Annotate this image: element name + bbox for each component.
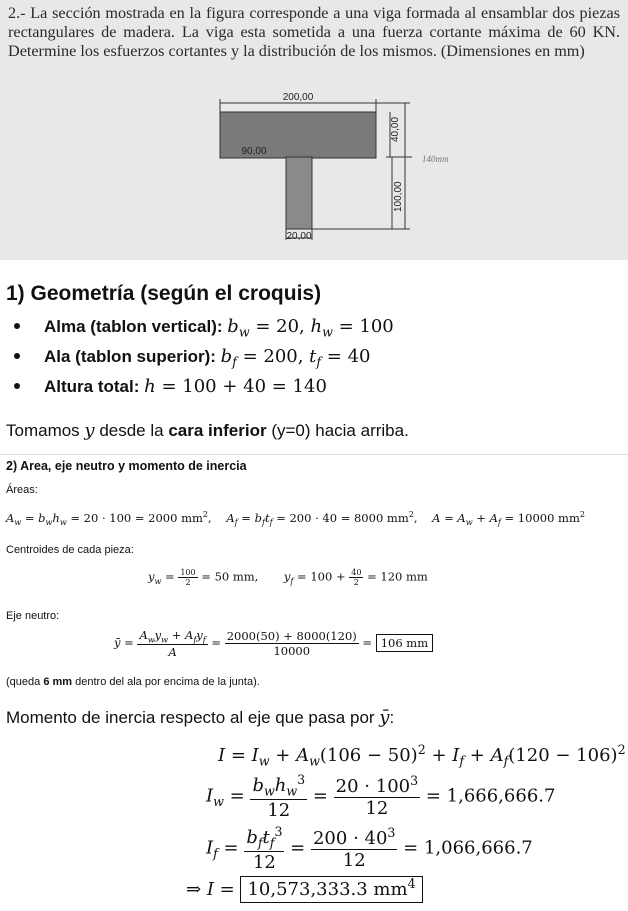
item-label: Altura total: — [44, 377, 140, 396]
t-section-figure — [0, 0, 628, 260]
y-origin-note: Tomamos y desde la cara inferior (y=0) hacia arriba. — [6, 420, 409, 441]
list-item-flange: Ala (tablon superior): $b_f = 200$, $t_f = 40$ — [14, 346, 371, 370]
neutral-axis-equation: ȳ = $\frac{A_wy_w + A_fy_f}{A}$ = $\frac{2000(50) + 8000(120)}{10000}$ = 106 mm — [114, 628, 433, 659]
areas-equation: $A_w = b_wh_w = 20 \cdot 100 = 2000$ $mm^2$, $A_f = b_ft_f = 200 \cdot 40 = 8000$ $mm^2$, $A = A_w + A_f = 10000$ $mm^2$ — [6, 510, 585, 528]
junction-note: (queda 6 mm dentro del ala por encima de la junta). — [6, 676, 260, 688]
inertia-result: ⇒ I = 10,573,333.3 $mm^4$ — [186, 876, 423, 900]
neutral-axis-label: Eje neutro: — [6, 610, 60, 622]
list-item-web: Alma (tablon vertical): $b_w = 20$, $h_w = 100$ — [14, 316, 394, 340]
problem-statement-image — [0, 0, 628, 260]
item-label: Alma (tablon vertical): — [44, 317, 223, 336]
centroids-label: Centroides de cada pieza: — [6, 544, 134, 556]
section2-title: 2) Area, eje neutro y momento de inercia — [6, 459, 247, 473]
inertia-result-value: 10,573,333.3 mm — [247, 879, 408, 900]
areas-label: Áreas: — [6, 484, 38, 496]
dim-web-width: 20,00 — [286, 231, 312, 242]
Iw-equation: $I_w$ = $\frac{b_wh_w^3}{12}$ = $\frac{20 \cdot 100^3}{12}$ = 1,666,666.7 — [206, 772, 556, 821]
ybar-result: 106 mm — [376, 634, 433, 652]
section1-title: 1) Geometría (según el croquis) — [6, 282, 322, 305]
list-item-height: Altura total: h = 100 + 40 = 140 — [14, 376, 327, 397]
dim-web-height: 100,00 — [393, 181, 404, 212]
If-equation: $I_f$ = $\frac{b_ft_f^3}{12}$ = $\frac{200 \cdot 40^3}{12}$ = 1,066,666.7 — [206, 824, 533, 873]
inertia-heading: Momento de inercia respecto al eje que pasa por ȳ: — [6, 707, 395, 728]
problem-text: 2.- La sección mostrada en la figura corresponde a una viga formada al ensamblar dos piezas rectangulares de madera. La viga esta sometida a una fuerza cortante máxima de 60 KN. Determine los esfuerzos cortantes y la distribución de los mismos. (Dimensiones en mm) — [8, 4, 620, 61]
divider — [0, 454, 628, 455]
inertia-total-equation: $I = I_w + A_w(106 - 50)^2 + I_f + A_f(120 - 106)^2$ — [218, 742, 626, 769]
dim-flange-height: 40,00 — [390, 116, 401, 142]
dim-top-width: 200,00 — [282, 92, 314, 103]
dim-left-width: 90,00 — [241, 146, 267, 157]
centroids-equation: $y_w$ = $\frac{100}{2}$ = 50 mm, $y_f = 100$ + $\frac{40}{2}$ = 120 mm — [148, 568, 428, 587]
item-label: Ala (tablon superior): — [44, 347, 216, 366]
dim-total-note: 140mm — [422, 154, 449, 164]
